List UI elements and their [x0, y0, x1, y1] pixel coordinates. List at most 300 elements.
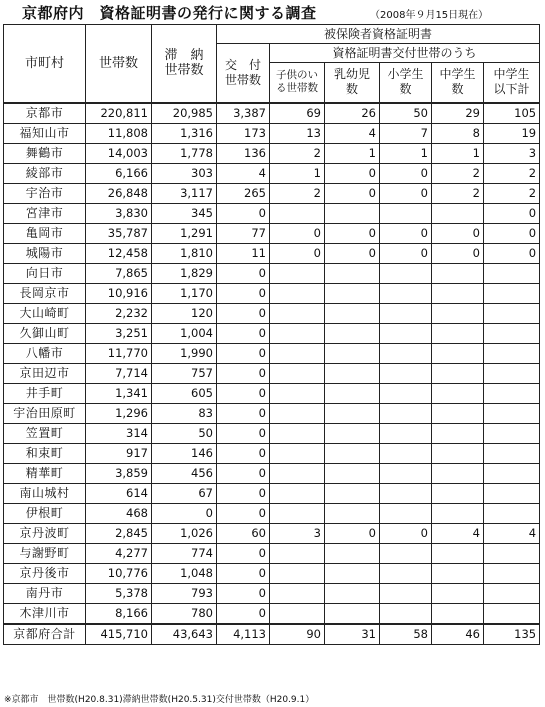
junior-high-cell — [432, 603, 484, 624]
children-cell — [270, 423, 325, 443]
children-cell: 3 — [270, 523, 325, 543]
arrears-cell: 345 — [152, 203, 217, 223]
table-row — [4, 243, 540, 263]
header-municipality: 市町村 — [4, 25, 86, 103]
children-cell — [270, 443, 325, 463]
households-cell: 11,770 — [86, 343, 152, 363]
junior-high-cell — [432, 263, 484, 283]
infants-cell: 1 — [325, 143, 380, 163]
elementary-cell: 1 — [380, 143, 432, 163]
children-cell — [270, 363, 325, 383]
junior-high-cell — [432, 403, 484, 423]
municipality-cell: 精華町 — [4, 463, 86, 483]
header-issued-line1: 交 付 — [224, 57, 261, 72]
page-title: 京都府内 資格証明書の発行に関する調査 — [22, 4, 317, 22]
municipality-cell: 和束町 — [4, 443, 86, 463]
elementary-cell — [380, 403, 432, 423]
municipality-cell: 八幡市 — [4, 343, 86, 363]
header-children-line1: 子供のい — [276, 69, 318, 82]
municipality-cell: 井手町 — [4, 383, 86, 403]
junior-high-cell — [432, 543, 484, 563]
arrears-cell: 1,810 — [152, 243, 217, 263]
children-cell — [270, 403, 325, 423]
infants-cell — [325, 563, 380, 583]
issued-cell: 60 — [217, 523, 270, 543]
municipality-cell: 宇治田原町 — [4, 403, 86, 423]
header-under-jh-total — [484, 63, 540, 103]
under-jh-total-cell — [484, 363, 540, 383]
children-cell: 13 — [270, 123, 325, 143]
arrears-cell: 50 — [152, 423, 217, 443]
infants-cell — [325, 543, 380, 563]
elementary-cell: 0 — [380, 183, 432, 203]
arrears-cell: 456 — [152, 463, 217, 483]
households-cell: 415,710 — [86, 624, 152, 645]
arrears-cell: 1,829 — [152, 263, 217, 283]
table-row — [4, 403, 540, 423]
junior-high-cell — [432, 363, 484, 383]
infants-cell: 31 — [325, 624, 380, 645]
junior-high-cell: 2 — [432, 183, 484, 203]
under-jh-total-cell: 135 — [484, 624, 540, 645]
table-row — [4, 443, 540, 463]
infants-cell: 0 — [325, 163, 380, 183]
header-jh-line1: 中学生 — [439, 67, 476, 82]
junior-high-cell — [432, 483, 484, 503]
infants-cell — [325, 283, 380, 303]
under-jh-total-cell — [484, 543, 540, 563]
under-jh-total-cell: 0 — [484, 223, 540, 243]
under-jh-total-cell — [484, 403, 540, 423]
children-cell — [270, 323, 325, 343]
infants-cell: 4 — [325, 123, 380, 143]
children-cell: 2 — [270, 183, 325, 203]
municipality-cell: 京田辺市 — [4, 363, 86, 383]
title-row — [0, 0, 545, 22]
under-jh-total-cell: 0 — [484, 243, 540, 263]
children-cell — [270, 463, 325, 483]
header-arrears-line2: 世帯数 — [164, 63, 204, 79]
issued-cell: 0 — [217, 423, 270, 443]
children-cell — [270, 203, 325, 223]
under-jh-total-cell — [484, 383, 540, 403]
elementary-cell: 0 — [380, 243, 432, 263]
children-cell: 90 — [270, 624, 325, 645]
households-cell: 468 — [86, 503, 152, 523]
header-insured-cert: 被保険者資格証明書 — [217, 25, 540, 44]
table-row — [4, 343, 540, 363]
header-junior-high — [432, 63, 484, 103]
arrears-cell: 793 — [152, 583, 217, 603]
issued-cell: 77 — [217, 223, 270, 243]
elementary-cell — [380, 303, 432, 323]
households-cell: 614 — [86, 483, 152, 503]
under-jh-total-cell — [484, 423, 540, 443]
infants-cell — [325, 483, 380, 503]
elementary-cell — [380, 383, 432, 403]
table-row — [4, 423, 540, 443]
issued-cell: 3,387 — [217, 103, 270, 124]
table-row — [4, 223, 540, 243]
households-cell: 220,811 — [86, 103, 152, 124]
header-total-line1: 中学生 — [493, 67, 530, 82]
arrears-cell: 1,026 — [152, 523, 217, 543]
children-cell — [270, 283, 325, 303]
junior-high-cell: 29 — [432, 103, 484, 124]
table-row — [4, 563, 540, 583]
survey-date: （2008年９月15日現在） — [370, 10, 489, 21]
infants-cell — [325, 583, 380, 603]
municipality-cell: 綾部市 — [4, 163, 86, 183]
table-row — [4, 483, 540, 503]
infants-cell — [325, 443, 380, 463]
under-jh-total-cell — [484, 283, 540, 303]
elementary-cell: 58 — [380, 624, 432, 645]
table-row — [4, 143, 540, 163]
elementary-cell: 0 — [380, 523, 432, 543]
junior-high-cell: 1 — [432, 143, 484, 163]
infants-cell — [325, 463, 380, 483]
issued-cell: 173 — [217, 123, 270, 143]
header-infants-line2: 数 — [345, 82, 358, 97]
municipality-cell: 京丹後市 — [4, 563, 86, 583]
arrears-cell: 1,778 — [152, 143, 217, 163]
elementary-cell: 7 — [380, 123, 432, 143]
children-cell — [270, 383, 325, 403]
children-cell: 1 — [270, 163, 325, 183]
municipality-cell: 久御山町 — [4, 323, 86, 343]
infants-cell — [325, 343, 380, 363]
header-arrears-line1: 滞 納 — [164, 48, 204, 64]
issued-cell: 0 — [217, 443, 270, 463]
elementary-cell — [380, 583, 432, 603]
junior-high-cell: 8 — [432, 123, 484, 143]
issued-cell: 11 — [217, 243, 270, 263]
header-arrears — [152, 25, 217, 103]
elementary-cell — [380, 283, 432, 303]
children-cell — [270, 503, 325, 523]
municipality-cell: 亀岡市 — [4, 223, 86, 243]
arrears-cell: 303 — [152, 163, 217, 183]
infants-cell — [325, 263, 380, 283]
municipality-cell: 笠置町 — [4, 423, 86, 443]
elementary-cell — [380, 503, 432, 523]
header-issued-line2: 世帯数 — [224, 72, 261, 87]
junior-high-cell — [432, 283, 484, 303]
junior-high-cell — [432, 383, 484, 403]
municipality-cell: 与謝野町 — [4, 543, 86, 563]
issued-cell: 0 — [217, 543, 270, 563]
junior-high-cell — [432, 463, 484, 483]
households-cell: 1,296 — [86, 403, 152, 423]
issued-cell: 0 — [217, 263, 270, 283]
infants-cell — [325, 423, 380, 443]
arrears-cell: 780 — [152, 603, 217, 624]
infants-cell — [325, 363, 380, 383]
arrears-cell: 1,170 — [152, 283, 217, 303]
children-cell: 0 — [270, 243, 325, 263]
households-cell: 7,714 — [86, 363, 152, 383]
issued-cell: 0 — [217, 583, 270, 603]
issued-cell: 0 — [217, 323, 270, 343]
arrears-cell: 146 — [152, 443, 217, 463]
under-jh-total-cell: 3 — [484, 143, 540, 163]
elementary-cell — [380, 543, 432, 563]
junior-high-cell — [432, 443, 484, 463]
junior-high-cell — [432, 303, 484, 323]
under-jh-total-cell — [484, 323, 540, 343]
arrears-cell: 1,048 — [152, 563, 217, 583]
municipality-cell: 向日市 — [4, 263, 86, 283]
footnote: ※京都市 世帯数(H20.8.31)滞納世帯数(H20.5.31)交付世帯数（H20.9.1） — [4, 695, 315, 705]
elementary-cell — [380, 563, 432, 583]
header-among-issued: 資格証明書交付世帯のうち — [270, 44, 540, 63]
header-infants — [325, 63, 380, 103]
under-jh-total-cell: 105 — [484, 103, 540, 124]
issued-cell: 136 — [217, 143, 270, 163]
children-cell: 2 — [270, 143, 325, 163]
households-cell: 2,232 — [86, 303, 152, 323]
under-jh-total-cell — [484, 603, 540, 624]
children-cell — [270, 483, 325, 503]
children-cell — [270, 603, 325, 624]
infants-cell: 0 — [325, 523, 380, 543]
under-jh-total-cell — [484, 463, 540, 483]
issued-cell: 0 — [217, 483, 270, 503]
households-cell: 7,865 — [86, 263, 152, 283]
arrears-cell: 3,117 — [152, 183, 217, 203]
municipality-cell: 福知山市 — [4, 123, 86, 143]
arrears-cell: 1,291 — [152, 223, 217, 243]
arrears-cell: 20,985 — [152, 103, 217, 124]
children-cell: 69 — [270, 103, 325, 124]
households-cell: 6,166 — [86, 163, 152, 183]
junior-high-cell: 0 — [432, 223, 484, 243]
under-jh-total-cell — [484, 343, 540, 363]
elementary-cell — [380, 343, 432, 363]
municipality-cell: 南丹市 — [4, 583, 86, 603]
elementary-cell — [380, 463, 432, 483]
households-cell: 2,845 — [86, 523, 152, 543]
households-cell: 1,341 — [86, 383, 152, 403]
children-cell — [270, 543, 325, 563]
issued-cell: 265 — [217, 183, 270, 203]
municipality-cell: 南山城村 — [4, 483, 86, 503]
children-cell — [270, 343, 325, 363]
under-jh-total-cell — [484, 443, 540, 463]
households-cell: 35,787 — [86, 223, 152, 243]
municipality-cell: 伊根町 — [4, 503, 86, 523]
issued-cell: 0 — [217, 403, 270, 423]
table-row — [4, 103, 540, 124]
infants-cell — [325, 303, 380, 323]
issued-cell: 0 — [217, 343, 270, 363]
issued-cell: 0 — [217, 463, 270, 483]
arrears-cell: 0 — [152, 503, 217, 523]
junior-high-cell — [432, 203, 484, 223]
arrears-cell: 43,643 — [152, 624, 217, 645]
infants-cell — [325, 503, 380, 523]
issued-cell: 0 — [217, 383, 270, 403]
municipality-cell: 城陽市 — [4, 243, 86, 263]
elementary-cell — [380, 603, 432, 624]
arrears-cell: 774 — [152, 543, 217, 563]
infants-cell: 26 — [325, 103, 380, 124]
junior-high-cell: 46 — [432, 624, 484, 645]
header-jh-line2: 数 — [451, 82, 464, 97]
arrears-cell: 120 — [152, 303, 217, 323]
table-row — [4, 543, 540, 563]
elementary-cell — [380, 263, 432, 283]
infants-cell: 0 — [325, 243, 380, 263]
issued-cell: 0 — [217, 203, 270, 223]
table-row — [4, 363, 540, 383]
issued-cell: 0 — [217, 603, 270, 624]
table-row — [4, 303, 540, 323]
municipality-cell: 京都市 — [4, 103, 86, 124]
junior-high-cell: 2 — [432, 163, 484, 183]
households-cell: 314 — [86, 423, 152, 443]
households-cell: 10,916 — [86, 283, 152, 303]
infants-cell — [325, 203, 380, 223]
infants-cell: 0 — [325, 223, 380, 243]
issued-cell: 0 — [217, 363, 270, 383]
issued-cell: 0 — [217, 503, 270, 523]
table-row — [4, 503, 540, 523]
children-cell — [270, 263, 325, 283]
households-cell: 5,378 — [86, 583, 152, 603]
municipality-cell: 宇治市 — [4, 183, 86, 203]
municipality-cell: 京都府合計 — [4, 624, 86, 645]
table-row — [4, 123, 540, 143]
under-jh-total-cell — [484, 583, 540, 603]
issued-cell: 4,113 — [217, 624, 270, 645]
households-cell: 12,458 — [86, 243, 152, 263]
table-row — [4, 163, 540, 183]
infants-cell: 0 — [325, 183, 380, 203]
households-cell: 3,251 — [86, 323, 152, 343]
municipality-cell: 大山崎町 — [4, 303, 86, 323]
table-row — [4, 263, 540, 283]
header-elementary — [380, 63, 432, 103]
children-cell: 0 — [270, 223, 325, 243]
header-issued — [217, 44, 270, 103]
under-jh-total-cell — [484, 303, 540, 323]
households-cell: 26,848 — [86, 183, 152, 203]
junior-high-cell — [432, 563, 484, 583]
header-households: 世帯数 — [86, 25, 152, 103]
households-cell: 8,166 — [86, 603, 152, 624]
header-children-line2: る世帯数 — [276, 82, 318, 95]
infants-cell — [325, 383, 380, 403]
header-row-1 — [4, 25, 540, 44]
junior-high-cell — [432, 503, 484, 523]
elementary-cell — [380, 363, 432, 383]
table-row — [4, 183, 540, 203]
header-elem-line1: 小学生 — [387, 67, 424, 82]
table-row — [4, 463, 540, 483]
issued-cell: 4 — [217, 163, 270, 183]
elementary-cell — [380, 423, 432, 443]
under-jh-total-cell: 2 — [484, 183, 540, 203]
arrears-cell: 67 — [152, 483, 217, 503]
junior-high-cell — [432, 583, 484, 603]
table-row — [4, 383, 540, 403]
households-cell: 3,859 — [86, 463, 152, 483]
households-cell: 4,277 — [86, 543, 152, 563]
table-row — [4, 203, 540, 223]
households-cell: 14,003 — [86, 143, 152, 163]
arrears-cell: 83 — [152, 403, 217, 423]
elementary-cell — [380, 203, 432, 223]
arrears-cell: 1,990 — [152, 343, 217, 363]
junior-high-cell — [432, 343, 484, 363]
arrears-cell: 1,316 — [152, 123, 217, 143]
junior-high-cell — [432, 323, 484, 343]
junior-high-cell: 0 — [432, 243, 484, 263]
header-elem-line2: 数 — [399, 82, 412, 97]
survey-table — [3, 24, 540, 645]
elementary-cell — [380, 323, 432, 343]
elementary-cell — [380, 443, 432, 463]
issued-cell: 0 — [217, 563, 270, 583]
infants-cell — [325, 603, 380, 624]
issued-cell: 0 — [217, 303, 270, 323]
table-row — [4, 603, 540, 624]
under-jh-total-cell — [484, 503, 540, 523]
municipality-cell: 舞鶴市 — [4, 143, 86, 163]
municipality-cell: 宮津市 — [4, 203, 86, 223]
children-cell — [270, 563, 325, 583]
under-jh-total-cell: 19 — [484, 123, 540, 143]
infants-cell — [325, 403, 380, 423]
municipality-cell: 京丹波町 — [4, 523, 86, 543]
junior-high-cell — [432, 423, 484, 443]
issued-cell: 0 — [217, 283, 270, 303]
children-cell — [270, 583, 325, 603]
households-cell: 3,830 — [86, 203, 152, 223]
arrears-cell: 757 — [152, 363, 217, 383]
total-row — [4, 624, 540, 645]
elementary-cell: 0 — [380, 163, 432, 183]
municipality-cell: 長岡京市 — [4, 283, 86, 303]
households-cell: 11,808 — [86, 123, 152, 143]
under-jh-total-cell — [484, 263, 540, 283]
infants-cell — [325, 323, 380, 343]
arrears-cell: 1,004 — [152, 323, 217, 343]
header-with-children — [270, 63, 325, 103]
elementary-cell: 0 — [380, 223, 432, 243]
elementary-cell — [380, 483, 432, 503]
households-cell: 917 — [86, 443, 152, 463]
table-row — [4, 323, 540, 343]
children-cell — [270, 303, 325, 323]
table-row — [4, 583, 540, 603]
table-row — [4, 283, 540, 303]
under-jh-total-cell — [484, 563, 540, 583]
header-infants-line1: 乳幼児 — [333, 67, 370, 82]
under-jh-total-cell — [484, 483, 540, 503]
under-jh-total-cell: 0 — [484, 203, 540, 223]
under-jh-total-cell: 2 — [484, 163, 540, 183]
header-total-line2: 以下計 — [493, 82, 530, 97]
municipality-cell: 木津川市 — [4, 603, 86, 624]
elementary-cell: 50 — [380, 103, 432, 124]
arrears-cell: 605 — [152, 383, 217, 403]
table-row — [4, 523, 540, 543]
junior-high-cell: 4 — [432, 523, 484, 543]
under-jh-total-cell: 4 — [484, 523, 540, 543]
